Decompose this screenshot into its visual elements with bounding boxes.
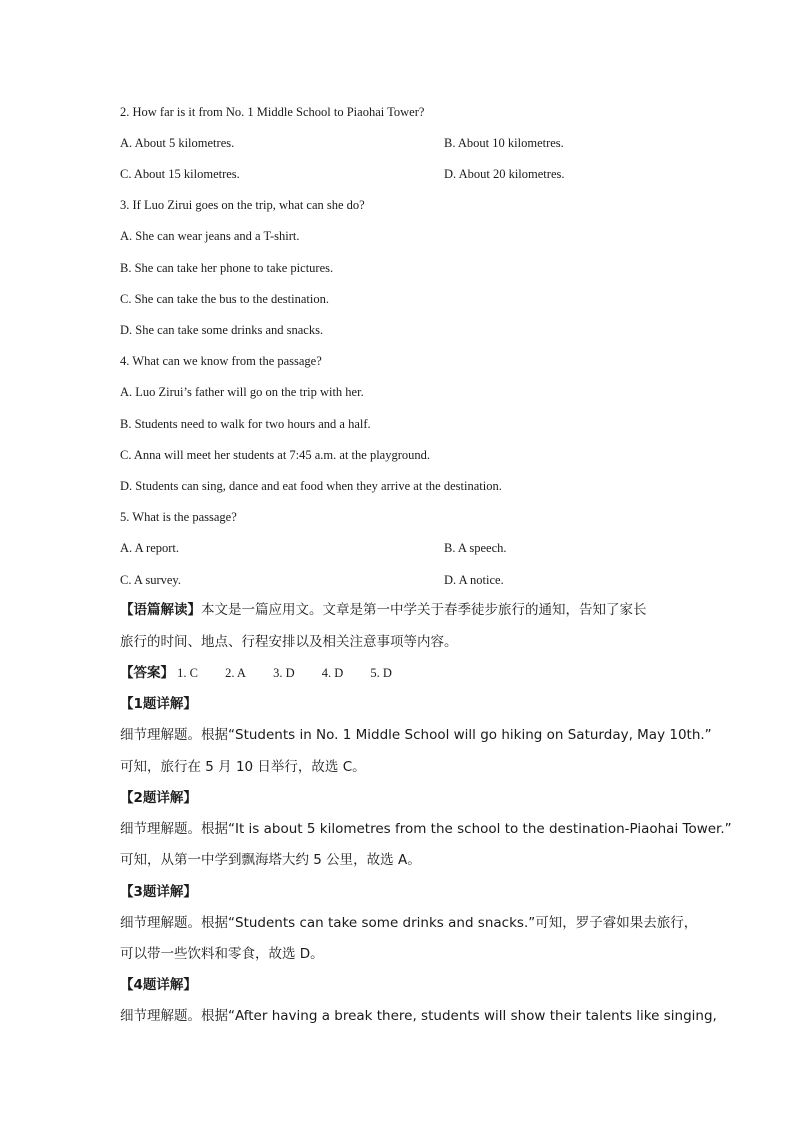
answer-item: 2. A (225, 666, 246, 680)
detail-1-line-2: 可知，旅行在 5 月 10 日举行，故选 C。 (120, 759, 366, 775)
q4-option-d: D. Students can sing, dance and eat food when they arrive at the destination. (120, 479, 502, 493)
analysis-label: 【语篇解读】 (120, 602, 201, 618)
q4-option-a: A. Luo Zirui’s father will go on the trip with her. (120, 385, 364, 399)
q2-option-d: D. About 20 kilometres. (444, 167, 565, 181)
answer-item: 3. D (273, 666, 295, 680)
detail-4-line-1: 细节理解题。根据“After having a break there, students will show their talents like singing, (120, 1008, 717, 1024)
detail-1-line-1: 细节理解题。根据“Students in No. 1 Middle School will go hiking on Saturday, May 10th.” (120, 727, 712, 743)
answers-line (120, 665, 416, 681)
q3-stem: 3. If Luo Zirui goes on the trip, what can she do? (120, 198, 365, 212)
analysis-line-1 (120, 602, 647, 618)
answer-item: 4. D (321, 666, 344, 680)
answer-item: 5. D (370, 666, 392, 680)
answers-label: 【答案】 (120, 665, 174, 681)
detail-3-line-1: 细节理解题。根据“Students can take some drinks and snacks.”可知，罗子睿如果去旅行， (120, 915, 698, 931)
detail-2-header: 【2题详解】 (120, 790, 197, 806)
detail-2-line-1: 细节理解题。根据“It is about 5 kilometres from the school to the destination-Piaohai Tower.” (120, 821, 732, 837)
q4-option-b: B. Students need to walk for two hours and a half. (120, 417, 371, 431)
q5-option-c: C. A survey. (120, 573, 181, 587)
q2-option-c: C. About 15 kilometres. (120, 167, 240, 181)
q4-option-c: C. Anna will meet her students at 7:45 a.m. at the playground. (120, 448, 431, 462)
answer-item: 1. C (177, 666, 198, 680)
q5-option-d: D. A notice. (444, 573, 504, 587)
detail-1-header: 【1题详解】 (120, 696, 197, 712)
q5-option-a: A. A report. (120, 541, 180, 555)
q3-option-c: C. She can take the bus to the destination. (120, 292, 329, 306)
q3-option-b: B. She can take her phone to take pictures. (120, 261, 334, 275)
detail-3-header: 【3题详解】 (120, 884, 197, 900)
analysis-line-2: 旅行的时间、地点、行程安排以及相关注意事项等内容。 (120, 634, 458, 650)
q3-option-a: A. She can wear jeans and a T-shirt. (120, 229, 300, 243)
q5-option-b: B. A speech. (444, 541, 507, 555)
q4-stem: 4. What can we know from the passage? (120, 354, 322, 368)
q2-option-a: A. About 5 kilometres. (120, 136, 235, 150)
q5-stem: 5. What is the passage? (120, 510, 237, 524)
detail-4-header: 【4题详解】 (120, 977, 197, 993)
detail-3-line-2: 可以带一些饮料和零食，故选 D。 (120, 946, 324, 962)
q2-stem: 2. How far is it from No. 1 Middle School to Piaohai Tower? (120, 105, 425, 119)
q2-option-b: B. About 10 kilometres. (444, 136, 564, 150)
q3-option-d: D. She can take some drinks and snacks. (120, 323, 324, 337)
detail-2-line-2: 可知，从第一中学到飘海塔大约 5 公里，故选 A。 (120, 852, 421, 868)
analysis-text-1: 本文是一篇应用文。文章是第一中学关于春季徒步旅行的通知，告知了家长 (201, 602, 647, 618)
